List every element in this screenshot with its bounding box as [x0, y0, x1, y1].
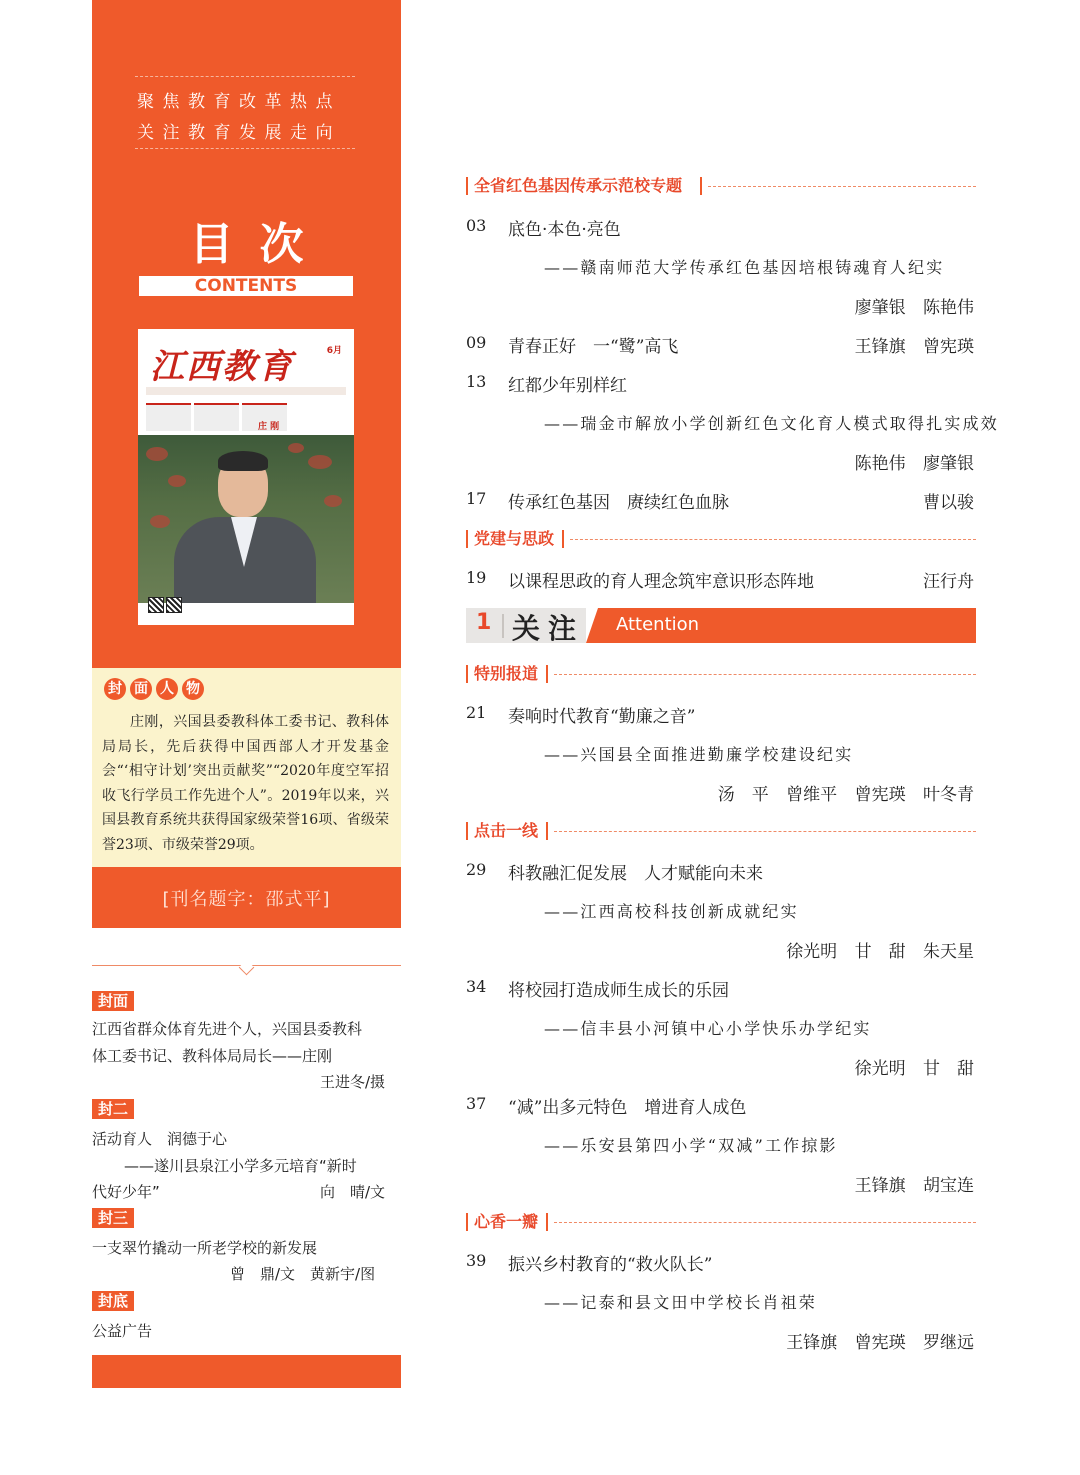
- divider: [135, 76, 355, 77]
- section-header: [466, 820, 976, 842]
- article-authors: 徐光明 甘 甜: [854, 1059, 974, 1079]
- section-header: [466, 528, 976, 550]
- article-authors: 王锋旗 曾宪瑛 罗继远: [786, 1333, 974, 1353]
- cover-person-panel: [92, 668, 401, 867]
- cover-photo: [138, 435, 354, 603]
- section-title: 全省红色基因传承示范校专题: [474, 176, 683, 195]
- slogan-1: 聚焦教育改革热点: [137, 92, 341, 112]
- cover-note-credit: 王进冬/摄: [320, 1073, 386, 1091]
- cover-note-line: 代好少年”: [92, 1183, 160, 1201]
- cover-person-name: 庄 刚: [258, 422, 280, 432]
- article-title: 红都少年别样红: [508, 376, 627, 396]
- article-subtitle: ——江西高校科技创新成就纪实: [544, 902, 799, 921]
- cover-note-line: 一支翠竹撬动一所老学校的新发展: [92, 1239, 318, 1257]
- cover-note-tag: 封面: [92, 991, 134, 1011]
- article-subtitle: ——瑞金市解放小学创新红色文化育人模式取得扎实成效: [544, 414, 1000, 433]
- section-title: 党建与思政: [474, 529, 555, 548]
- cover-note-line: 活动育人 润德于心: [92, 1130, 228, 1148]
- cover-note-line: 体工委书记、教科体局局长——庄刚: [92, 1047, 333, 1065]
- focus-title-en: Attention: [616, 614, 700, 635]
- article-authors: 汪行舟: [923, 572, 974, 592]
- article-subtitle: ——兴国县全面推进勤廉学校建设纪实: [544, 745, 854, 764]
- cover-strip: [146, 387, 346, 395]
- article-page: 09: [466, 333, 487, 352]
- title-credit-panel: [92, 867, 401, 928]
- cover-person-bio: 庄刚，兴国县委教科体工委书记、教科体局局长，先后获得中国西部人才开发基金会“‘相守计划’突出贡献奖”“2020年度空军招收飞行学员工作先进个人”。2019年以来，兴国县教育系统共获得国家级荣誉16项、省级荣誉23项、市级荣誉29项。: [102, 714, 389, 853]
- article-page: 19: [466, 568, 487, 587]
- toc-title-en: CONTENTS: [139, 276, 353, 296]
- bottom-bar: [92, 1355, 401, 1388]
- badge: 物: [182, 678, 204, 700]
- badge: 封: [104, 678, 126, 700]
- cover-note-tag: 封三: [92, 1208, 134, 1228]
- cover-note-credit: 向 晴/文: [320, 1183, 386, 1201]
- focus-number: 1: [476, 610, 492, 635]
- article-subtitle: ——乐安县第四小学“双减”工作掠影: [544, 1136, 838, 1155]
- article-page: 21: [466, 703, 487, 722]
- section-title: 点击一线: [474, 821, 539, 840]
- article-authors: 汤 平 曾维平 曾宪瑛 叶冬青: [717, 785, 974, 805]
- article-title: 底色·本色·亮色: [508, 220, 621, 240]
- badge: 人: [156, 678, 178, 700]
- cover-note-line: 公益广告: [92, 1322, 153, 1340]
- article-page: 13: [466, 372, 487, 391]
- article-authors: 王锋旗 曾宪瑛: [854, 337, 974, 357]
- section-header: [466, 1211, 976, 1233]
- cover-note-tag: 封二: [92, 1099, 134, 1119]
- section-title: 特别报道: [474, 664, 539, 683]
- focus-title: 关注: [512, 612, 585, 645]
- cover-note-line: ——遂川县泉江小学多元培育“新时: [124, 1157, 357, 1175]
- article-authors: 廖肇银 陈艳伟: [854, 298, 974, 318]
- article-title: 振兴乡村教育的“救火队长”: [508, 1255, 713, 1275]
- section-title: 心香一瓣: [474, 1212, 539, 1231]
- slogan-2: 关注教育发展走向: [137, 123, 341, 143]
- article-title: 青春正好 一“鹭”高飞: [508, 337, 679, 357]
- focus-banner: [466, 608, 976, 643]
- article-title: “减”出多元特色 增进育人成色: [508, 1098, 747, 1118]
- divider-notch: [239, 960, 255, 976]
- section-header: [466, 175, 976, 197]
- article-page: 17: [466, 489, 487, 508]
- article-authors: 陈艳伟 廖肇银: [854, 454, 974, 474]
- cover-note-credit: 曾 鼎/文 黄新宇/图: [230, 1265, 376, 1283]
- cover-header: [138, 329, 354, 435]
- cover-image: [138, 329, 354, 625]
- article-title: 将校园打造成师生成长的乐园: [508, 981, 729, 1001]
- cover-note-line: 江西省群众体育先进个人，兴国县委教科: [92, 1020, 363, 1038]
- article-subtitle: ——记泰和县文田中学校长肖祖荣: [544, 1293, 818, 1312]
- article-page: 34: [466, 977, 487, 996]
- article-title: 以课程思政的育人理念筑牢意识形态阵地: [508, 572, 814, 592]
- magazine-logo: 江西教育: [150, 347, 294, 387]
- article-authors: 徐光明 甘 甜 朱天星: [786, 942, 974, 962]
- article-page: 03: [466, 216, 487, 235]
- article-title: 奏响时代教育“勤廉之音”: [508, 707, 696, 727]
- qr-code-icon: [166, 597, 182, 613]
- section-header: [466, 663, 976, 685]
- cover-month: 6月: [326, 346, 342, 356]
- badge: 面: [130, 678, 152, 700]
- title-credit: [刊名题字：邵式平]: [162, 889, 331, 910]
- article-authors: 王锋旗 胡宝连: [854, 1176, 974, 1196]
- divider: [135, 148, 355, 149]
- sidebar-orange-panel: [92, 0, 401, 668]
- article-title: 科教融汇促发展 人才赋能向未来: [508, 864, 763, 884]
- article-page: 39: [466, 1251, 487, 1270]
- article-title: 传承红色基因 赓续红色血脉: [508, 493, 729, 513]
- article-authors: 曹以骏: [923, 493, 974, 513]
- article-page: 29: [466, 860, 487, 879]
- article-subtitle: ——信丰县小河镇中心小学快乐办学纪实: [544, 1019, 872, 1038]
- qr-code-icon: [148, 597, 164, 613]
- toc-title: 目次: [189, 219, 330, 270]
- cover-note-tag: 封底: [92, 1291, 134, 1311]
- cover-person-badges: [104, 678, 208, 700]
- article-subtitle: ——赣南师范大学传承红色基因培根铸魂育人纪实: [544, 258, 945, 277]
- article-page: 37: [466, 1094, 487, 1113]
